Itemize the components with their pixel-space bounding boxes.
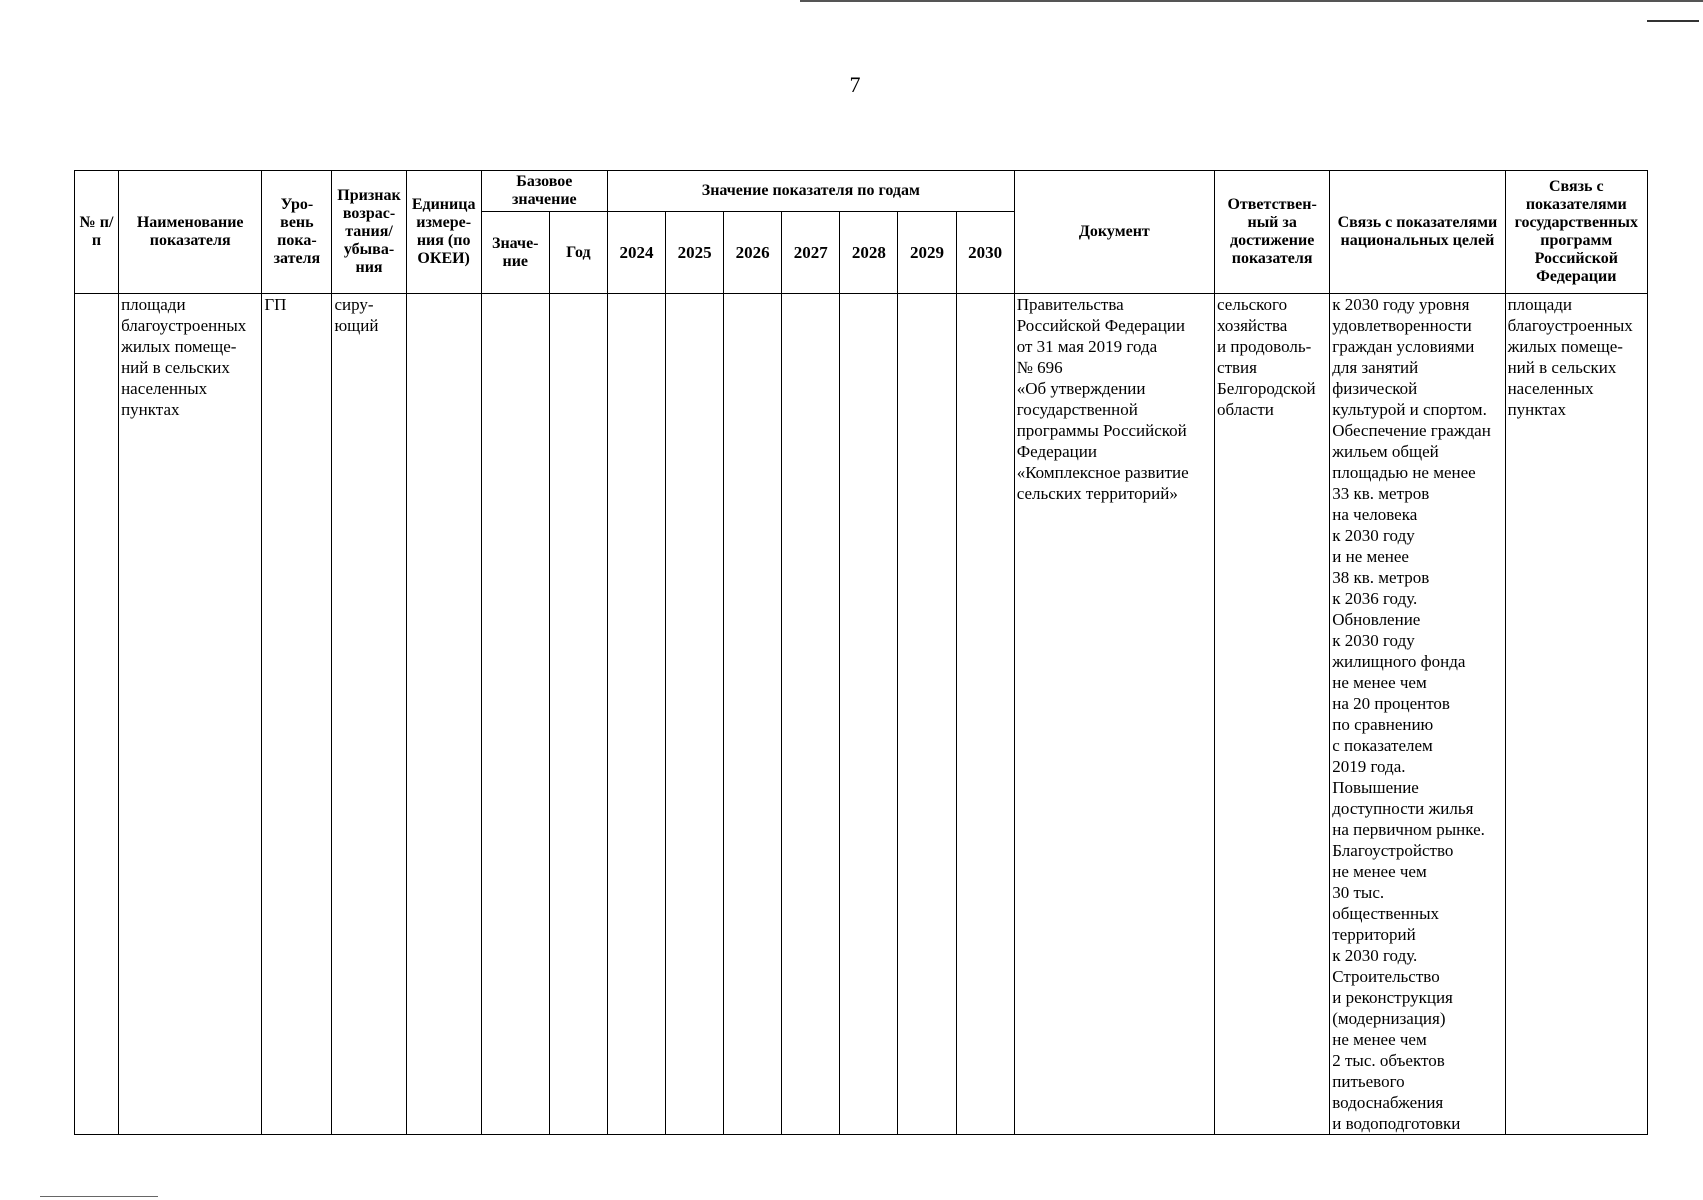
cell-num xyxy=(75,294,119,1135)
cell-year-2025 xyxy=(666,294,724,1135)
cell-level: ГП xyxy=(262,294,332,1135)
header-name: Наименование показателя xyxy=(119,171,262,294)
right-rule xyxy=(1647,20,1699,22)
header-year-2025: 2025 xyxy=(666,212,724,294)
header-document: Документ xyxy=(1014,171,1214,294)
header-year-2024: 2024 xyxy=(607,212,665,294)
header-year-2027: 2027 xyxy=(782,212,840,294)
header-year-2030: 2030 xyxy=(956,212,1014,294)
bottom-rule xyxy=(40,1196,158,1197)
cell-year-2027 xyxy=(782,294,840,1135)
header-base-value: Значе-ние xyxy=(481,212,549,294)
table-row xyxy=(75,294,1648,1135)
cell-national-goals: к 2030 году уровня удовлетворенности граждан условиями для занятий физической культурой и спортом. Обеспечение граждан жильем общей площадью не менее 33 кв. метров на человека к 2030 году и не менее 38 кв. метров к 2036 году. Обновление к 2030 году жилищного фонда не менее чем на 20 процентов по сравнению с показателем 2019 года. Повышение доступности жилья на первичном рынке. Благоустройство не менее чем 30 тыс. общественных территорий к 2030 году. Строительство и реконструкция (модернизация) не менее чем 2 тыс. объектов питьевого водоснабжения и водоподготовки xyxy=(1330,294,1505,1135)
top-rule xyxy=(800,0,1703,2)
header-year-2029: 2029 xyxy=(898,212,956,294)
header-unit: Единица измере-ния (по ОКЕИ) xyxy=(406,171,481,294)
cell-year-2024 xyxy=(607,294,665,1135)
header-row-1 xyxy=(75,171,1648,212)
cell-year-2029 xyxy=(898,294,956,1135)
cell-unit xyxy=(406,294,481,1135)
header-base-group: Базовое значение xyxy=(481,171,607,212)
cell-state-programs: площади благоустроенных жилых помеще- ний в сельских населенных пунктах xyxy=(1505,294,1647,1135)
header-year-2026: 2026 xyxy=(724,212,782,294)
page-number: 7 xyxy=(849,72,861,97)
cell-document: Правительства Российской Федерации от 31 мая 2019 года № 696 «Об утверждении государственной программы Российской Федерации «Комплексное развитие сельских территорий» xyxy=(1014,294,1214,1135)
cell-trend: сиру- ющий xyxy=(332,294,406,1135)
header-year-2028: 2028 xyxy=(840,212,898,294)
header-trend: Признак возрас-тания/ убыва-ния xyxy=(332,171,406,294)
header-responsible: Ответствен-ный за достижение показателя xyxy=(1215,171,1330,294)
indicators-table xyxy=(74,170,1648,1135)
cell-year-2028 xyxy=(840,294,898,1135)
header-level: Уро-вень пока-зателя xyxy=(262,171,332,294)
header-state-programs: Связь с показателями государственных программ Российской Федерации xyxy=(1505,171,1647,294)
header-years-group: Значение показателя по годам xyxy=(607,171,1014,212)
cell-base-value xyxy=(481,294,549,1135)
cell-base-year xyxy=(549,294,607,1135)
header-national-goals: Связь с показателями национальных целей xyxy=(1330,171,1505,294)
header-base-year: Год xyxy=(549,212,607,294)
cell-year-2026 xyxy=(724,294,782,1135)
cell-name: площади благоустроенных жилых помеще- ний в сельских населенных пунктах xyxy=(119,294,262,1135)
cell-responsible: сельского хозяйства и продоволь- ствия Белгородской области xyxy=(1215,294,1330,1135)
cell-year-2030 xyxy=(956,294,1014,1135)
header-num: № п/п xyxy=(75,171,119,294)
